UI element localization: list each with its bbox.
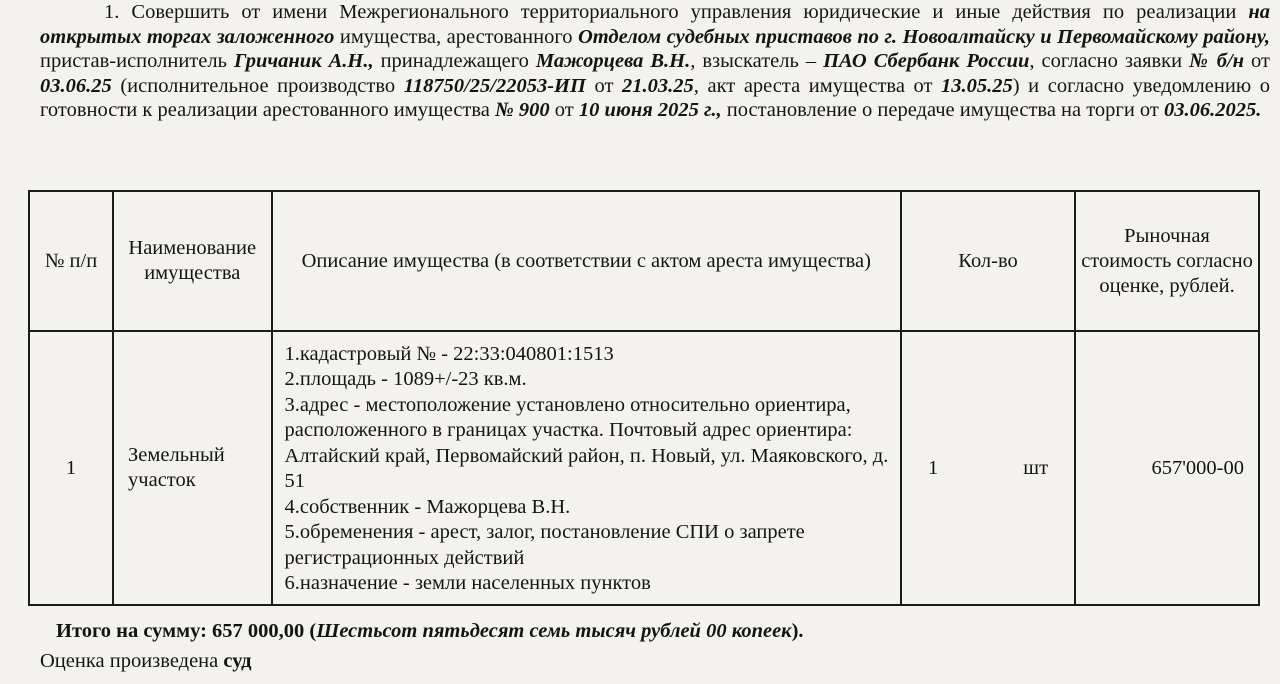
note-bold-text: суд	[223, 650, 252, 672]
table-row	[29, 331, 1259, 605]
paragraph-emphasis: на открытых торгах заложенного	[40, 1, 1270, 48]
total-in-words: Шестьсот пятьдесят семь тысяч рублей 00 копеек	[316, 620, 792, 642]
creditor-name: ПАО Сбербанк России	[823, 50, 1030, 72]
owner-name: Мажорцева В.Н.	[535, 50, 691, 72]
arrest-act-date: 13.05.25	[941, 74, 1013, 97]
total-amount	[56, 620, 804, 643]
property-quantity	[901, 331, 1075, 605]
description-line-area: 2.площадь - 1089+/-23 кв.м.	[284, 368, 527, 390]
description-line-cadastral: 1.кадастровый № - 22:33:040801:1513	[284, 342, 614, 365]
proceeding-date: 21.03.25	[622, 74, 694, 97]
header-name: Наименование имущества	[113, 191, 271, 331]
row-number: 1	[29, 331, 113, 605]
paragraph-text: ) и согласно уведомлению о готовности к реализации арестованного имущества	[40, 74, 1270, 121]
proceeding-number: 118750/25/22053-ИП	[403, 74, 586, 97]
quantity-value: 1	[928, 456, 939, 479]
paragraph-text: , согласно заявки	[1029, 50, 1190, 72]
property-table	[28, 190, 1260, 606]
description-line-encumbrances: 5.обременения - арест, залог, постановление СПИ о запрете регистрационных действий	[284, 521, 805, 569]
description-line-address: 3.адрес - местоположение установлено относительно ориентира, расположенного в границах участка. Почтовый адрес ориентира: Алтайский край, Первомайский район, п. Новый, ул. Маяковского, д. 51	[284, 393, 889, 492]
property-market-value: 657'000-00	[1075, 331, 1259, 605]
header-number: № п/п	[29, 191, 113, 331]
request-number: № б/н	[1189, 50, 1245, 72]
paragraph-text: (исполнительное производство	[111, 74, 404, 97]
paragraph-text: от	[1244, 50, 1270, 72]
valuation-note	[40, 650, 252, 673]
description-line-purpose: 6.назначение - земли населенных пунктов	[284, 572, 651, 594]
quantity-unit: шт	[1023, 456, 1049, 479]
total-end: ).	[791, 620, 804, 642]
paragraph-text: пристав-исполнитель	[40, 50, 234, 72]
paragraph-text: , акт ареста имущества от	[693, 74, 942, 97]
paragraph-text: от	[549, 99, 579, 121]
transfer-resolution-date: 03.06.2025.	[1164, 99, 1262, 121]
notice-date: 10 июня 2025 г.,	[578, 99, 722, 121]
paragraph-text: 1. Совершить от имени Межрегионального территориального управления юридические и иные действия по реализации	[104, 1, 1249, 23]
paragraph-text: имущества, арестованного	[334, 25, 578, 48]
paragraph-text: постановление о передаче имущества на торги от	[721, 99, 1164, 121]
request-date: 03.06.25	[40, 74, 112, 97]
header-quantity: Кол-во	[901, 191, 1075, 331]
bailiff-name: Гричаник А.Н.,	[233, 50, 374, 72]
notice-number: № 900	[495, 99, 550, 121]
note-text: Оценка произведена	[40, 650, 224, 672]
instruction-paragraph	[40, 0, 1270, 123]
property-description	[272, 331, 902, 605]
total-label: Итого на сумму: 657 000,00 (	[56, 620, 317, 642]
description-line-owner: 4.собственник - Мажорцева В.Н.	[284, 495, 571, 518]
header-market-value: Рыночная стоимость согласно оценке, рублей.	[1075, 191, 1259, 331]
table-header-row	[29, 191, 1259, 331]
header-description: Описание имущества (в соответствии с актом ареста имущества)	[272, 191, 902, 331]
bailiff-department: Отделом судебных приставов по г. Новоалтайску и Первомайскому району,	[577, 25, 1270, 48]
paragraph-text: от	[585, 74, 623, 97]
paragraph-text: принадлежащего	[373, 50, 536, 72]
paragraph-text: , взыскатель –	[690, 50, 824, 72]
property-name: Земельный участок	[113, 331, 271, 605]
